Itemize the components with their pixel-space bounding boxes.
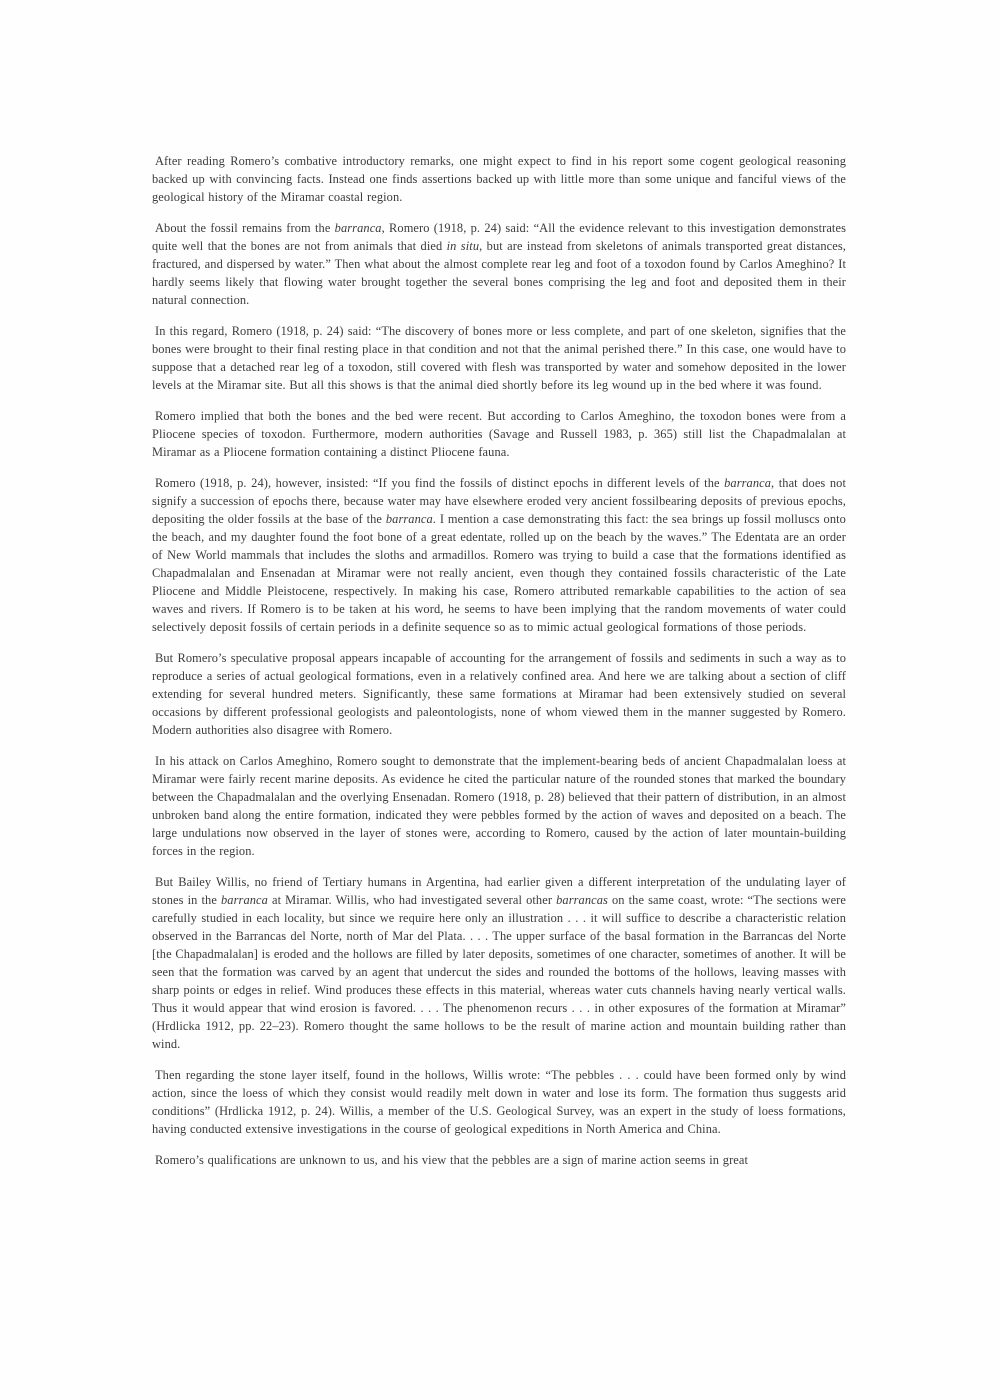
paragraph: About the fossil remains from the barranca, Romero (1918, p. 24) said: “All the evidence relevant to this investigation demonstrates quite well that the bones are not from animals that died in situ, but are instead from skeletons of animals transported great distances, fractured, and dispersed by water.” Then what about the almost complete rear leg and foot of a toxodon found by Carlos Ameghino? It hardly seems likely that flowing water brought together the several bones comprising the leg and foot and deposited them in their natural connection. — [152, 221, 846, 307]
italic-term: barrancas — [556, 893, 608, 907]
italic-term: barranca — [334, 221, 382, 235]
paragraph: Then regarding the stone layer itself, found in the hollows, Willis wrote: “The pebbles . . . could have been formed only by wind action, since the loess of which they consist would readily melt down in water and lose its form. The formation thus suggests arid conditions” (Hrdlicka 1912, p. 24). Willis, a member of the U.S. Geological Survey, was an expert in the study of loess formations, having conducted extensive investigations in the course of geological expeditions in North America and China. — [152, 1068, 846, 1136]
document-body — [152, 152, 846, 1169]
italic-term: in situ — [446, 239, 480, 253]
italic-term: barranca — [385, 512, 433, 526]
paragraph: But Romero’s speculative proposal appears incapable of accounting for the arrangement of fossils and sediments in such a way as to reproduce a series of actual geological formations, even in a relatively confined area. And here we are talking about a section of cliff extending for several hundred meters. Significantly, these same formations at Miramar had been extensively studied on several occasions by different professional geologists and paleontologists, none of whom viewed them in the manner suggested by Romero. Modern authorities also disagree with Romero. — [152, 651, 846, 737]
paragraph: In this regard, Romero (1918, p. 24) said: “The discovery of bones more or less complete, and part of one skeleton, signifies that the bones were brought to their final resting place in that condition and not that the animal perished there.” In this case, one would have to suppose that a detached rear leg of a toxodon, still covered with flesh was transported by water and somehow deposited in the lower levels at the Miramar site. But all this shows is that the animal died shortly before its leg wound up in the bed where it was found. — [152, 324, 846, 392]
paragraph: But Bailey Willis, no friend of Tertiary humans in Argentina, had earlier given a different interpretation of the undulating layer of stones in the barranca at Miramar. Willis, who had investigated several other barrancas on the same coast, wrote: “The sections were carefully studied in each locality, but since we require here only an illustration . . . it will suffice to describe a characteristic relation observed in the Barrancas del Norte, north of Mar del Plata. . . . The upper surface of the basal formation in the Barrancas del Norte [the Chapadmalalan] is eroded and the hollows are filled by later deposits, sometimes of one character, sometimes of another. It will be seen that the formation was carved by an agent that undercut the sides and rounded the bottoms of the hollows, leaving masses with sharp points or edges in relief. Wind produces these effects in this material, whereas water cuts channels having nearly vertical walls. Thus it would appear that wind erosion is favored. . . . The phenomenon recurs . . . in other exposures of the formation at Miramar” (Hrdlicka 1912, pp. 22–23). Romero thought the same hollows to be the result of marine action and mountain building rather than wind. — [152, 875, 847, 1051]
paragraph: In his attack on Carlos Ameghino, Romero sought to demonstrate that the implement-bearing beds of ancient Chapadmalalan loess at Miramar were fairly recent marine deposits. As evidence he cited the particular nature of the rounded stones that marked the boundary between the Chapadmalalan and the overlying Ensenadan. Romero (1918, p. 28) believed that their pattern of distribution, in an almost unbroken band along the entire formation, indicated they were pebbles formed by the action of waves and deposited on a beach. The large undulations now observed in the layer of stones were, according to Romero, caused by the action of later mountain-building forces in the region. — [152, 754, 846, 858]
italic-term: barranca — [221, 893, 268, 907]
paragraph: Romero implied that both the bones and the bed were recent. But according to Carlos Ameghino, the toxodon bones were from a Pliocene species of toxodon. Furthermore, modern authorities (Savage and Russell 1983, p. 365) still list the Chapadmalalan at Miramar as a Pliocene formation containing a distinct Pliocene fauna. — [152, 409, 846, 459]
paragraph: Romero’s qualifications are unknown to us, and his view that the pebbles are a sign of marine action seems in great — [155, 1153, 749, 1167]
paragraph: After reading Romero’s combative introductory remarks, one might expect to find in his report some cogent geological reasoning backed up with convincing facts. Instead one finds assertions backed up with little more than some unique and fanciful views of the geological history of the Miramar coastal region. — [152, 154, 846, 204]
italic-term: barranca — [724, 476, 772, 490]
paragraph: Romero (1918, p. 24), however, insisted: “If you find the fossils of distinct epochs in different levels of the barranca, that does not signify a succession of epochs there, because water may have elsewhere eroded very ancient fossilbearing deposits of previous epochs, depositing the older fossils at the base of the barranca. I mention a case demonstrating this fact: the sea brings up fossil molluscs onto the beach, and my daughter found the foot bone of a great edentate, rolled up on the beach by the waves.” The Edentata are an order of New World mammals that includes the sloths and armadillos. Romero was trying to build a case that the formations identified as Chapadmalalan and Ensenadan at Miramar were not really ancient, even though they contained fossils characteristic of the Late Pliocene and Middle Pleistocene, respectively. In making his case, Romero attributed remarkable capabilities to the action of sea waves and rivers. If Romero is to be taken at his word, he seems to have been implying that the random movements of water could selectively deposit fossils of certain periods in a definite sequence so as to mimic actual geological formations of those periods. — [152, 476, 846, 634]
